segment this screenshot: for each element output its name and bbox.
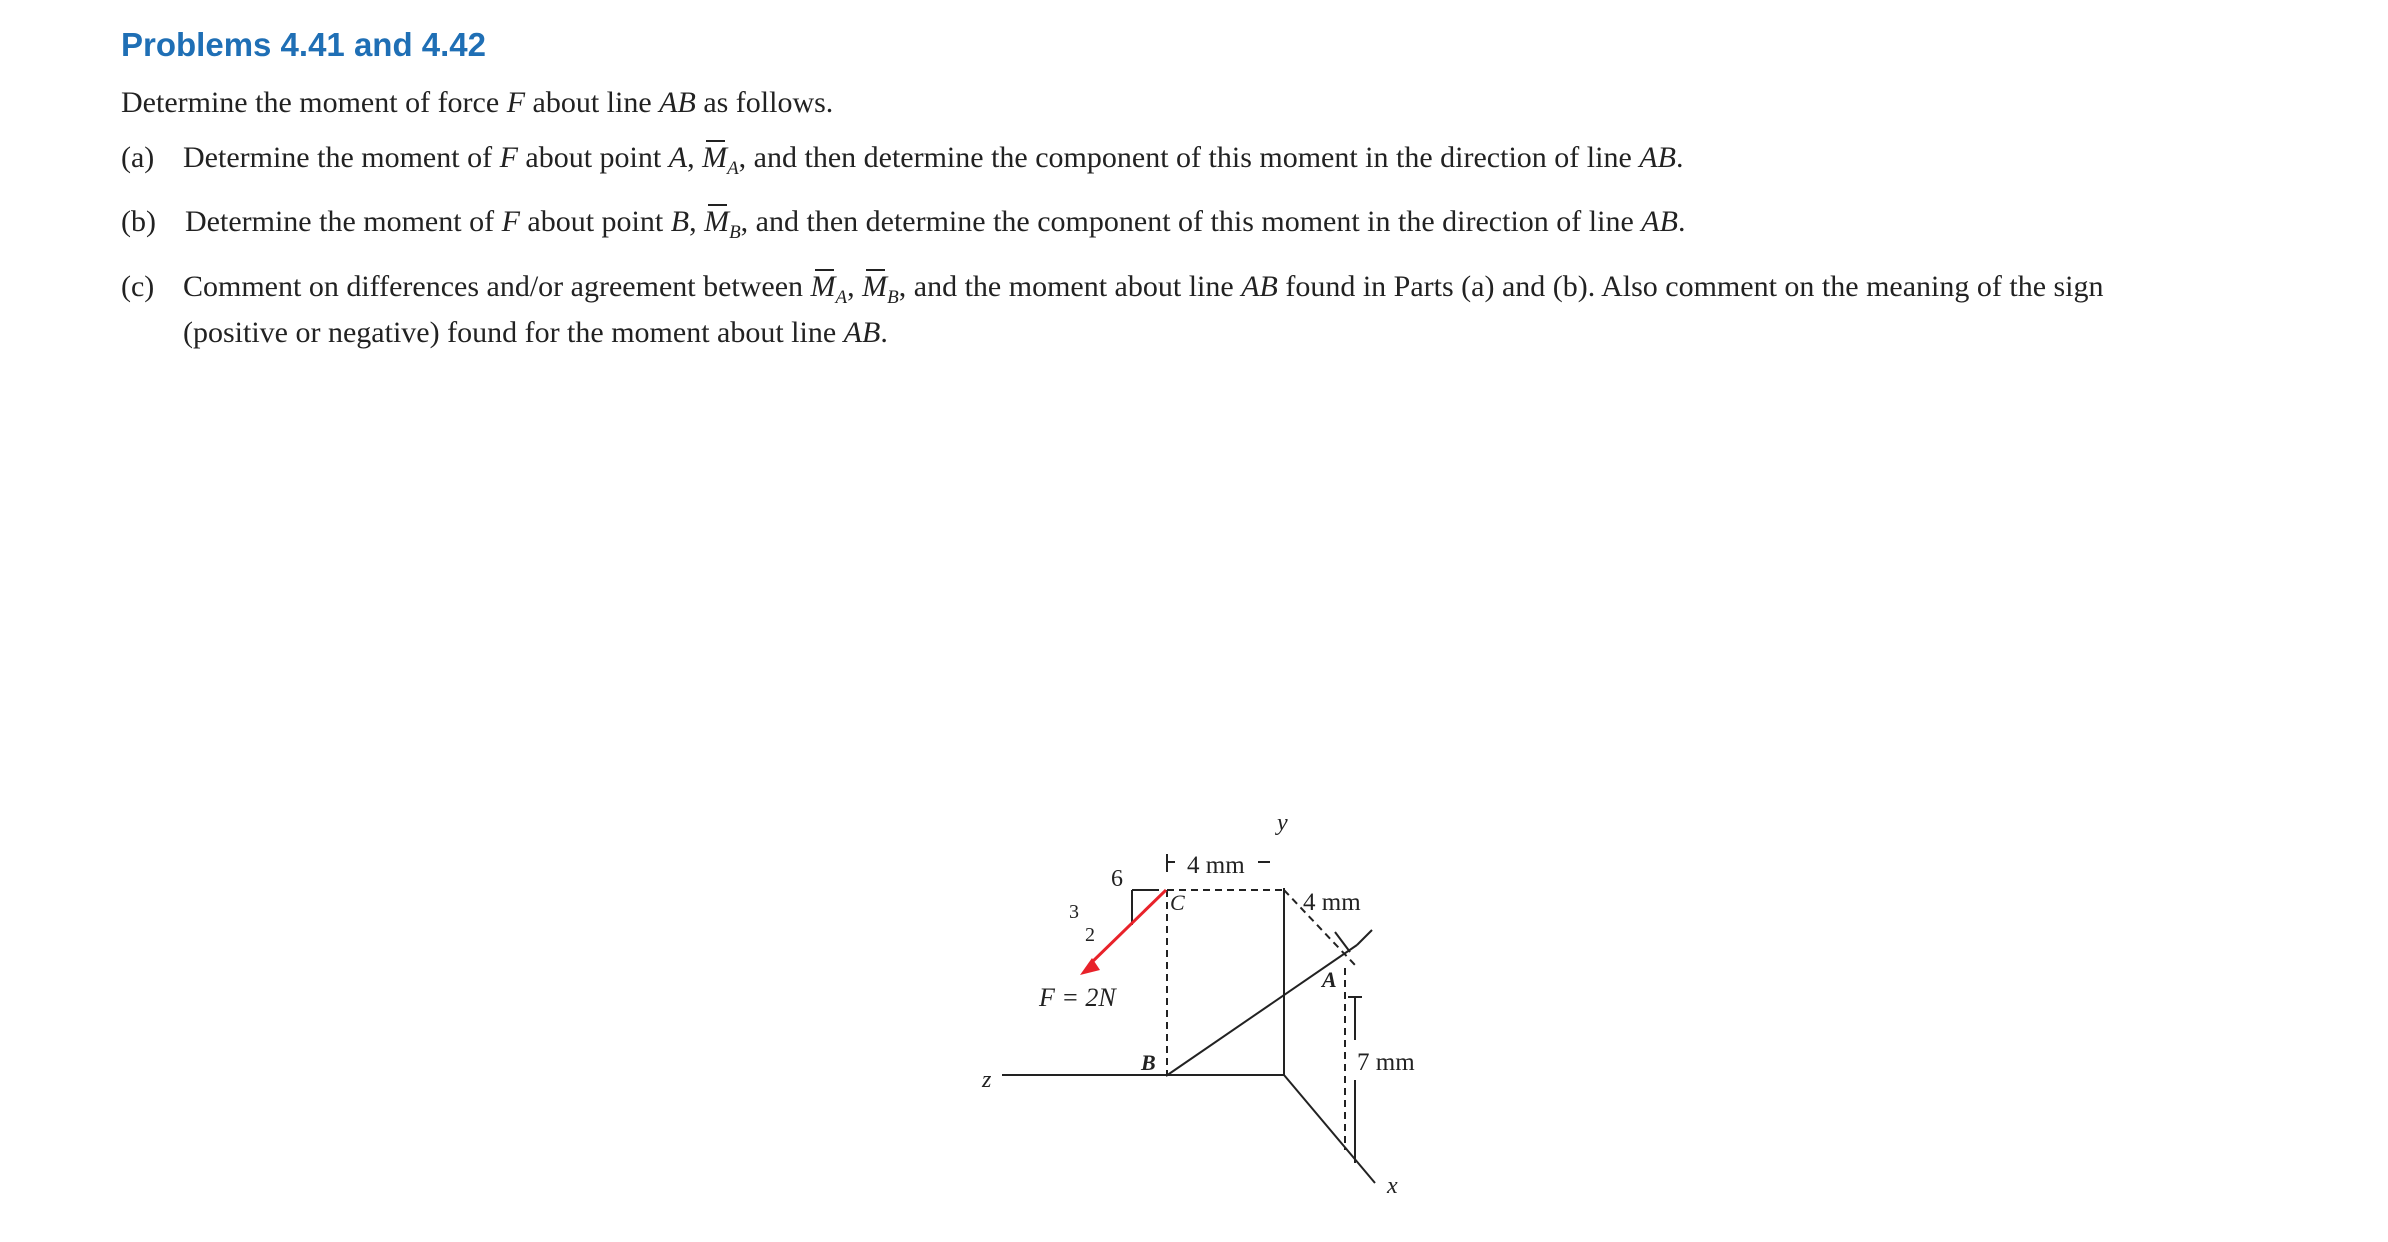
dashed-lines (1167, 890, 1355, 1150)
part-b-label: (b) (121, 205, 156, 238)
part-a-label: (a) (121, 141, 155, 174)
x-axis-label: x (1387, 1173, 1398, 1199)
part-c-text-line1: Comment on differences and/or agreement between $M_A$, $M_B$, and the moment about line AB found in Parts (a) and (b). Also comment on the meaning of the sign (183, 270, 2104, 308)
z-axis-label: z (982, 1067, 992, 1093)
intro-text: Determine the moment of force (121, 86, 507, 119)
part-b-text: Determine the moment of F about point B, $M_B$, and then determine the component of this moment in the direction of line AB. (185, 205, 1686, 243)
force-arrow-head (1080, 958, 1100, 975)
line-AB-extension (1357, 930, 1372, 945)
moment-vector-symbol: M (702, 141, 728, 174)
intro-text: about line (525, 86, 660, 119)
force-label: F = 2N (1039, 983, 1116, 1012)
force-symbol: F (506, 86, 526, 119)
intro-text: as follows. (695, 86, 834, 119)
slope-rise2-label: 2 (1085, 924, 1095, 946)
problem-title: Problems 4.41 and 4.42 (121, 26, 487, 63)
line-symbol: AB (659, 86, 696, 119)
part-c-text-line2: (positive or negative) found for the moment about line AB. (183, 316, 888, 349)
point-A-label: A (1322, 967, 1337, 992)
part-a-text: Determine the moment of F about point A, $M_A$, and then determine the component of this moment in the direction of line AB. (183, 141, 1684, 179)
dim-right-label: 4 mm (1303, 889, 1361, 916)
part-c-label: (c) (121, 270, 155, 303)
dim-right-tick (1335, 932, 1350, 952)
moment-vector-symbol: M (810, 270, 836, 303)
dim-vertical-label: 7 mm (1357, 1049, 1415, 1076)
force-arrow-line (1089, 890, 1166, 965)
x-axis-line (1284, 1075, 1375, 1183)
moment-vector-symbol: M (704, 205, 730, 238)
slope-run-label: 6 (1111, 866, 1123, 892)
y-axis-label: y (1277, 810, 1288, 836)
dim-top-label: 4 mm (1187, 852, 1245, 879)
line-AB (1166, 945, 1357, 1076)
moment-vector-symbol: M (862, 270, 888, 303)
point-B-label: B (1141, 1050, 1156, 1075)
slope-rise1-label: 3 (1069, 901, 1079, 923)
point-C-label: C (1170, 890, 1185, 915)
